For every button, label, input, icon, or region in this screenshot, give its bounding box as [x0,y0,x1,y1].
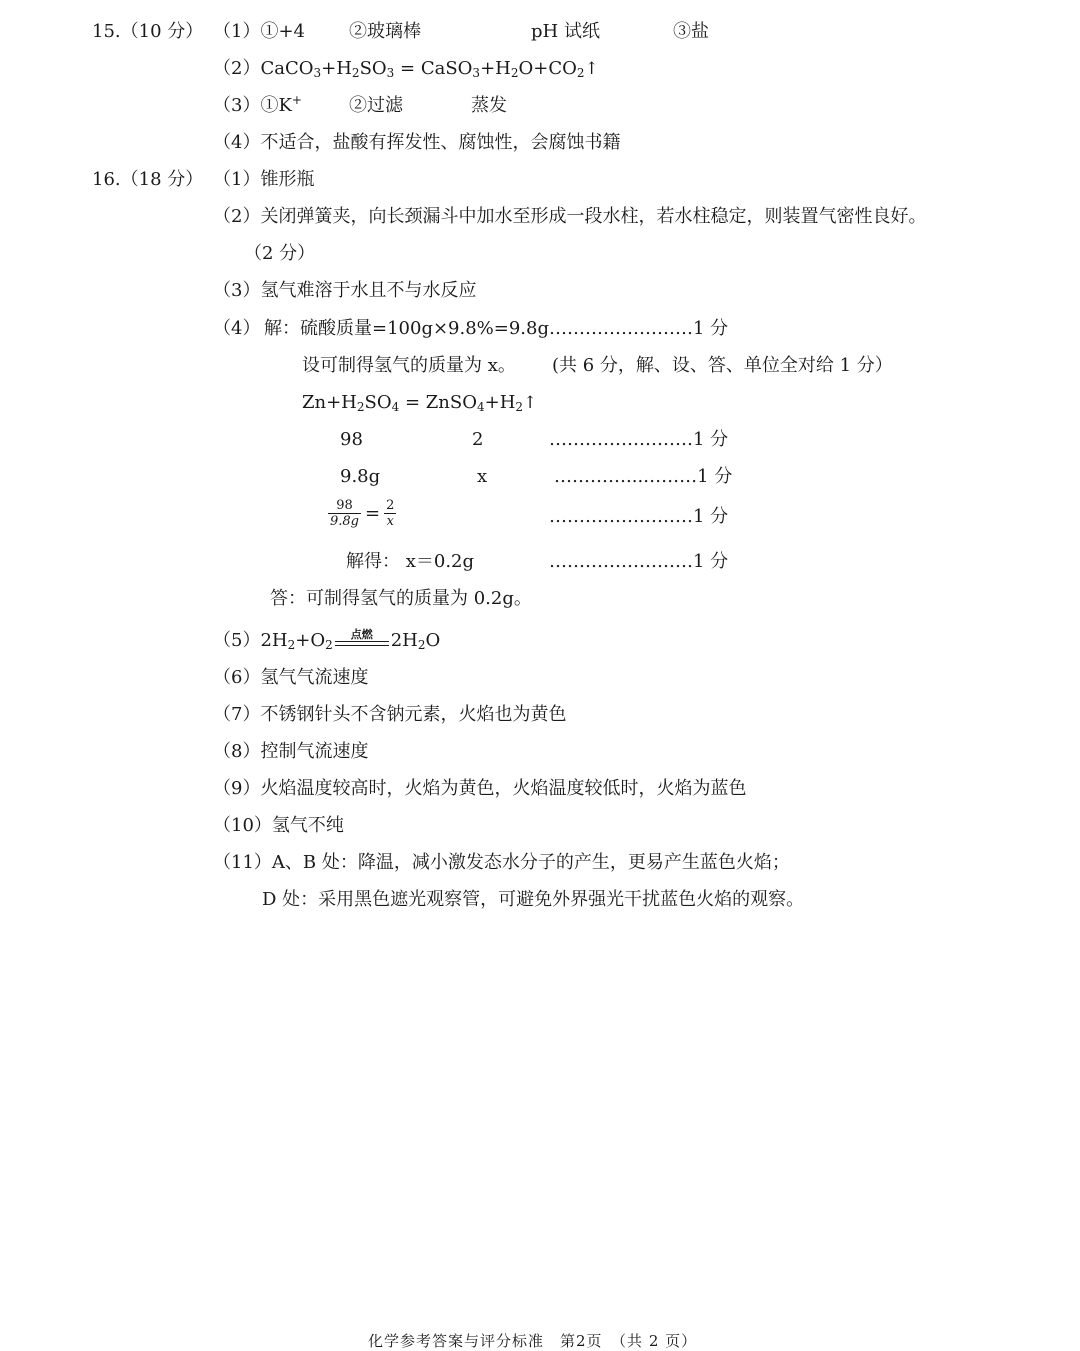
q15-number: 15.（10 分） [92,21,204,42]
final-answer: 答：可制得氢气的质量为 0.2g。 [270,588,532,609]
eq-text: = CaSO [394,58,473,79]
eq-text: +H [484,392,516,413]
fraction-denominator: 9.8g [330,514,359,529]
q16-line-1: （1）锥形瓶 [213,169,315,190]
fraction-right [384,498,396,529]
ion-charge: + [291,93,302,107]
q16-line-3: （3）氢气难溶于水且不与水反应 [213,280,477,301]
eq-text: 2H [390,630,418,651]
q15-3-part-b: ②过滤 [349,95,403,116]
fraction-numerator: 98 [328,498,361,514]
eq-text: O [425,630,441,651]
score-dots: ……………………1 分 [549,318,729,339]
condition-label: 点燃 [350,628,373,641]
fraction-denominator: x [386,514,394,529]
q15-line-3 [213,93,613,119]
q16-line-11: （11）A、B 处：降温，减小激发态水分子的产生，更易产生蓝色火焰； [213,852,790,873]
q16-5-equation [213,628,440,654]
eq-sub: 4 [476,400,485,414]
reaction-condition [335,630,389,652]
eq-text: +O [295,630,326,651]
molar-mass-h2: 2 [472,429,484,450]
q16-line-10: （10）氢气不纯 [213,815,344,836]
equals-line-bottom [335,645,389,646]
eq-text: SO [364,392,392,413]
q15-1-part-c: pH 试纸 [531,21,600,42]
eq-text: SO [359,58,387,79]
gas-arrow-icon: ↑ [584,59,599,79]
q15-line-1 [213,19,833,45]
q16-4-scoring-note: (共 6 分，解、设、答、单位全对给 1 分） [552,355,893,376]
eq-sub: 2 [515,400,524,414]
eq-sub: 3 [313,66,322,80]
fraction-left [328,498,361,529]
mass-h2so4: 9.8g [340,466,381,487]
mass-h2-unknown: x [477,466,488,487]
solution-result: 解得： x＝0.2g [346,551,475,572]
eq-sub: 3 [472,66,481,80]
eq-sub: 2 [287,638,296,652]
q15-3-part-c: 蒸发 [471,95,507,116]
q15-1-part-d: ③盐 [673,21,709,42]
q16-line-8: （8）控制气流速度 [213,741,369,762]
q15-line-4: （4）不适合，盐酸有挥发性、腐蚀性，会腐蚀书籍 [213,132,621,153]
eq-text: = ZnSO [399,392,477,413]
eq-sub: 3 [386,66,395,80]
q16-line-11-continued: D 处：采用黑色遮光观察管，可避免外界强光干扰蓝色火焰的观察。 [262,889,805,910]
gas-arrow-icon: ↑ [523,393,538,413]
q16-line-2-points: （2 分） [244,243,316,264]
eq-sub: 2 [576,66,585,80]
eq-text: +H [321,58,352,79]
equals-sign: = [365,503,381,524]
eq-sub: 2 [325,638,333,652]
q16-4-solution-line: 解：硫酸质量=100g×9.8%=9.8g [264,318,550,339]
fraction-numerator: 2 [386,498,395,513]
eq-sub: 2 [356,400,365,414]
proportion-equation [328,498,396,529]
eq-sub: 4 [391,400,400,414]
q16-line-9: （9）火焰温度较高时，火焰为黄色，火焰温度较低时，火焰为蓝色 [213,778,747,799]
q16-line-7: （7）不锈钢针头不含钠元素，火焰也为黄色 [213,704,567,725]
eq-sub: 2 [417,638,426,652]
q16-4-equation [302,390,537,416]
q15-1-part-b: ②玻璃棒 [349,21,421,42]
eq-sub: 2 [510,66,519,80]
score-dots: ……………………1 分 [549,429,729,450]
eq-sub: 2 [351,66,360,80]
q16-line-6: （6）氢气气流速度 [213,667,369,688]
q16-4-label: （4） [213,318,261,339]
eq-text: O+CO [518,58,577,79]
q16-number: 16.（18 分） [92,169,204,190]
score-dots: ……………………1 分 [549,506,729,527]
q16-4-assumption: 设可制得氢气的质量为 x。 [302,355,516,376]
eq-text: Zn+H [302,392,357,413]
q15-3-part-a: （3）①K [213,95,292,116]
equals-line-top [335,641,389,642]
q15-1-part-a: （1）①+4 [213,21,305,42]
molar-mass-h2so4: 98 [340,429,363,450]
eq-text: （5）2H [213,630,288,651]
score-dots: ……………………1 分 [549,551,729,572]
page-footer: 化学参考答案与评分标准 第2页 （共 2 页） [368,1332,698,1350]
eq-text: （2）CaCO [213,58,314,79]
q15-line-2-equation [213,56,599,82]
eq-text: +H [480,58,511,79]
score-dots: …………...………1 分 [554,466,733,487]
q16-line-2: （2）关闭弹簧夹，向长颈漏斗中加水至形成一段水柱，若水柱稳定，则装置气密性良好。 [213,206,927,227]
